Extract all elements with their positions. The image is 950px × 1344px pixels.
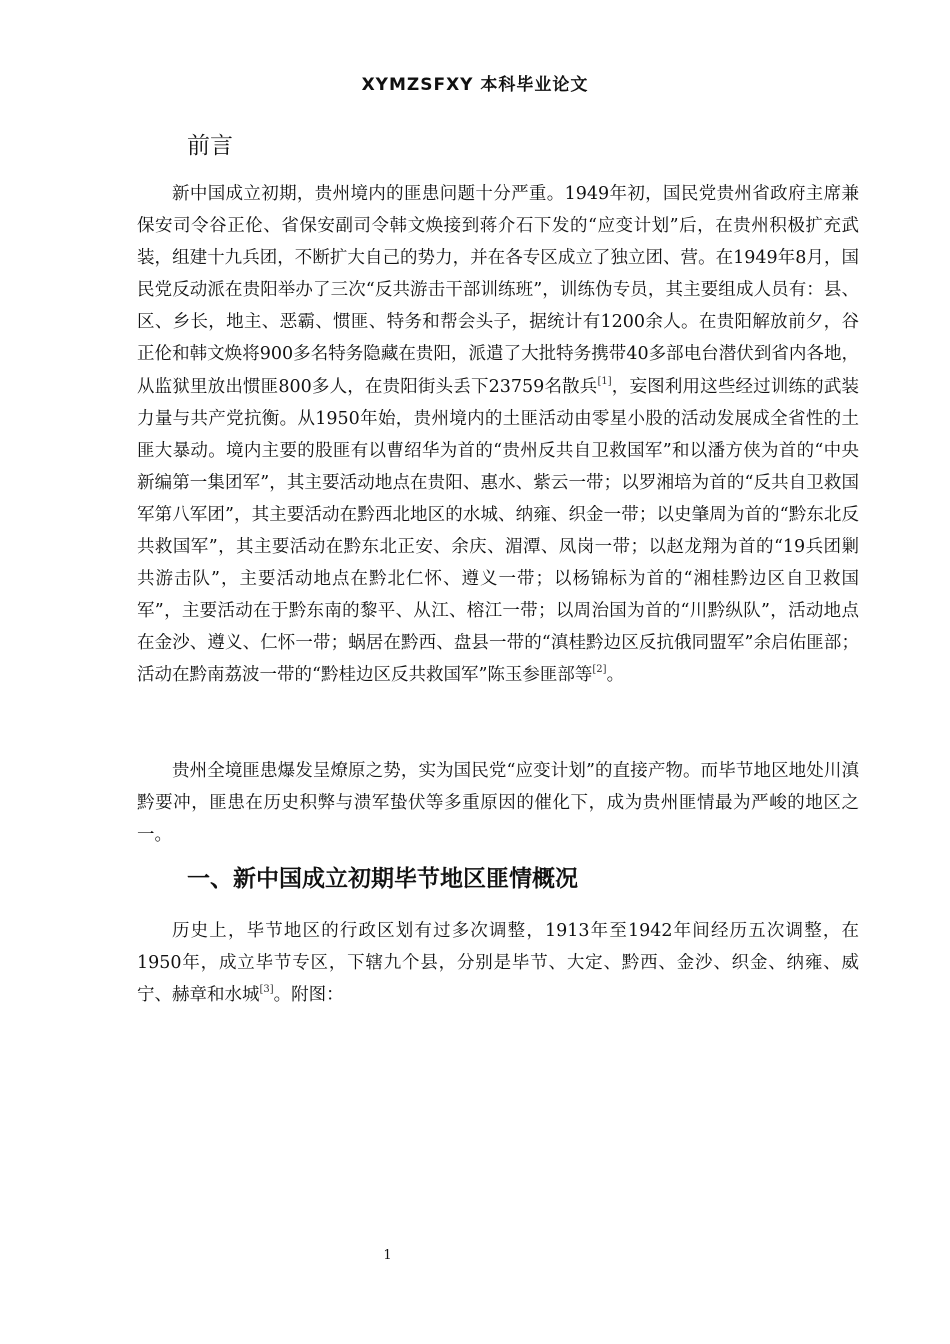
- paragraph-3: [137, 915, 859, 1011]
- section-1-heading: 一、新中国成立初期毕节地区匪情概况: [187, 866, 578, 892]
- page-number: 1: [383, 1248, 392, 1263]
- citation-3: [3]: [259, 984, 274, 996]
- running-header: XYMZSFXY 本科毕业论文: [361, 75, 589, 95]
- paragraph-1-text-c: 。: [606, 665, 625, 686]
- paragraph-1: [137, 178, 859, 692]
- paragraph-3-text-b: 。附图：: [273, 985, 344, 1006]
- citation-1: [1]: [597, 375, 612, 387]
- preface-heading: 前言: [187, 133, 233, 159]
- paragraph-2: 贵州全境匪患爆发呈燎原之势，实为国民党“应变计划”的直接产物。而毕节地区地处川滇黔要冲，匪患在历史积弊与溃军蛰伏等多重原因的催化下，成为贵州匪情最为严峻的地区之一。: [137, 761, 859, 846]
- paragraph-3-text-a: 历史上，毕节地区的行政区划有过多次调整，1913年至1942年间经历五次调整，在1950年，成立毕节专区，下辖九个县，分别是毕节、大定、黔西、金沙、织金、纳雍、威宁、赫章和水城: [137, 921, 859, 1006]
- paragraph-1-text-b: ，妄图利用这些经过训练的武装力量与共产党抗衡。从1950年始，贵州境内的土匪活动由零星小股的活动发展成全省性的土匪大暴动。境内主要的股匪有以曹绍华为首的“贵州反共自卫救国军”和以潘方侠为首的“中央新编第一集团军”，其主要活动地点在贵阳、惠水、紫云一带；以罗湘培为首的“反共自卫救国军第八军团”，其主要活动在黔西北地区的水城、纳雍、织金一带；以史肇周为首的“黔东北反共救国军”，其主要活动在黔东北正安、余庆、湄潭、凤岗一带；以赵龙翔为首的“19兵团剿共游击队”，主要活动地点在黔北仁怀、遵义一带；以杨锦标为首的“湘桂黔边区自卫救国军”，主要活动在于黔东南的黎平、从江、榕江一带；以周治国为首的“川黔纵队”，活动地点在金沙、遵义、仁怀一带；蜗居在黔西、盘县一带的“滇桂黔边区反抗俄同盟军”余启佑匪部；活动在黔南荔波一带的“黔桂边区反共救国军”陈玉参匪部等: [137, 376, 860, 686]
- citation-2: [2]: [592, 664, 607, 676]
- paragraph-1-text-a: 新中国成立初期，贵州境内的匪患问题十分严重。1949年初，国民党贵州省政府主席兼保安司令谷正伦、省保安副司令韩文焕接到蒋介石下发的“应变计划”后，在贵州积极扩充武装，组建十九兵团，不断扩大自己的势力，并在各专区成立了独立团、营。在1949年8月，国民党反动派在贵阳举办了三次“反共游击干部训练班”，训练伪专员，其主要组成人员有：县、区、乡长，地主、恶霸、惯匪、特务和帮会头子，据统计有1200余人。在贵阳解放前夕，谷正伦和韩文焕将900多名特务隐藏在贵阳，派遣了大批特务携带40多部电台潜伏到省内各地，从监狱里放出惯匪800多人，在贵阳街头丢下23759名散兵: [137, 184, 859, 397]
